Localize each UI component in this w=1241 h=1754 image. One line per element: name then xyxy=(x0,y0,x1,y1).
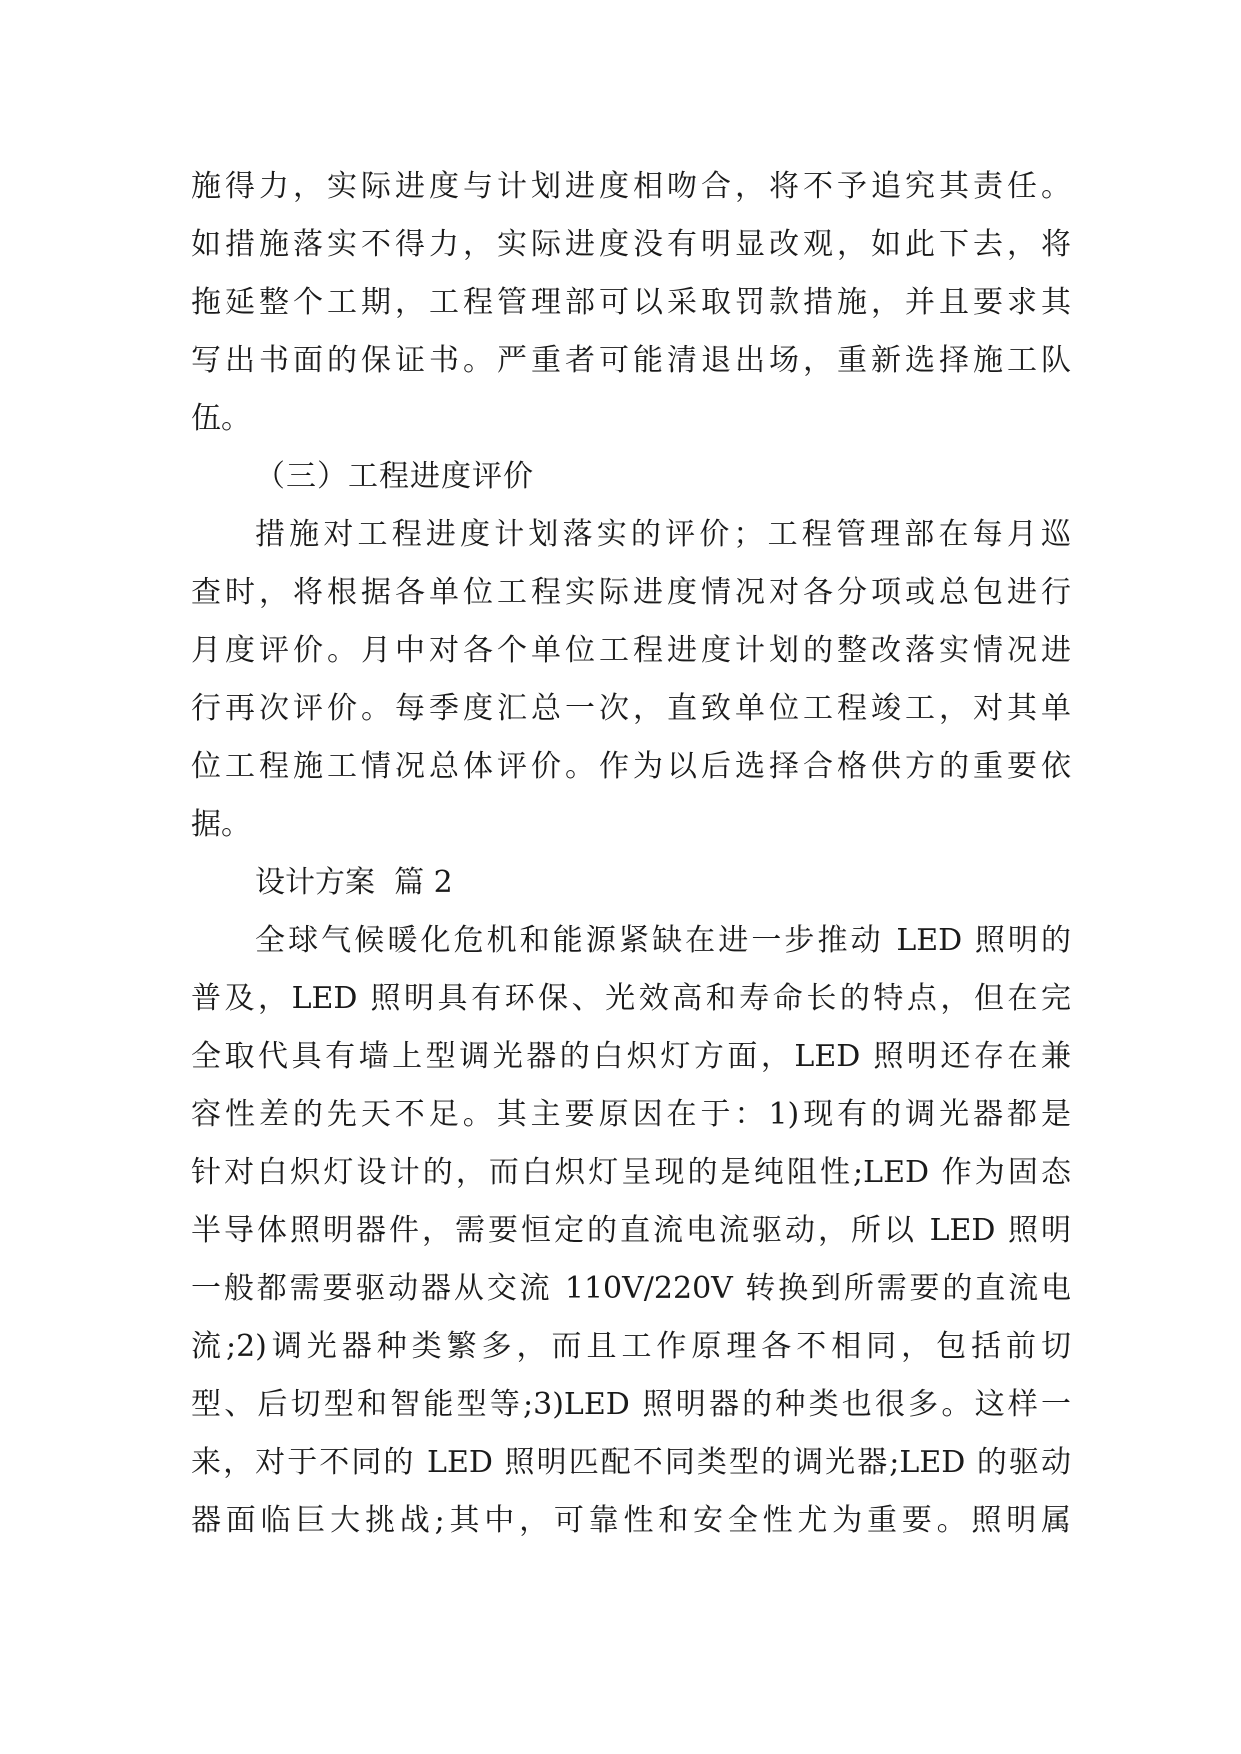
text-line: 措施对工程进度计划落实的评价；工程管理部在每月巡 xyxy=(255,517,1071,552)
text-line: 据。 xyxy=(191,807,251,842)
text-line: 器面临巨大挑战;其中，可靠性和安全性尤为重要。照明属 xyxy=(191,1503,1071,1538)
text-line: 拖延整个工期，工程管理部可以采取罚款措施，并且要求其 xyxy=(191,285,1071,320)
text-line: 全取代具有墙上型调光器的白炽灯方面，LED 照明还存在兼 xyxy=(191,1039,1071,1074)
text-line: 施得力，实际进度与计划进度相吻合，将不予追究其责任。 xyxy=(191,169,1071,204)
paragraph-led-lighting xyxy=(191,912,1071,1550)
text-line: 普及，LED 照明具有环保、光效高和寿命长的特点，但在完 xyxy=(191,981,1071,1016)
text-line: 位工程施工情况总体评价。作为以后选择合格供方的重要依 xyxy=(191,749,1071,784)
text-line: 月度评价。月中对各个单位工程进度计划的整改落实情况进 xyxy=(191,633,1071,668)
text-line: 一般都需要驱动器从交流 110V/220V 转换到所需要的直流电 xyxy=(191,1271,1071,1306)
text-line: 针对白炽灯设计的，而白炽灯呈现的是纯阻性;LED 作为固态 xyxy=(191,1155,1071,1190)
section-heading: （三）工程进度评价 xyxy=(255,459,534,494)
text-line: 查时，将根据各单位工程实际进度情况对各分项或总包进行 xyxy=(191,575,1071,610)
section-label: 设计方案 篇 2 xyxy=(255,865,453,900)
text-line: 如措施落实不得力，实际进度没有明显改观，如此下去，将 xyxy=(191,227,1071,262)
text-line: 写出书面的保证书。严重者可能清退出场，重新选择施工队 xyxy=(191,343,1071,378)
text-line: 全球气候暖化危机和能源紧缺在进一步推动 LED 照明的 xyxy=(255,923,1071,958)
paragraph-schedule-penalty xyxy=(191,158,1071,448)
text-line: 容性差的先天不足。其主要原因在于：1)现有的调光器都是 xyxy=(191,1097,1071,1132)
paragraph-progress-evaluation xyxy=(191,506,1071,854)
text-line: 流;2)调光器种类繁多，而且工作原理各不相同，包括前切 xyxy=(191,1329,1071,1364)
text-line: 半导体照明器件，需要恒定的直流电流驱动，所以 LED 照明 xyxy=(191,1213,1071,1248)
document-body xyxy=(191,158,1071,1550)
text-line: 伍。 xyxy=(191,401,251,436)
text-line: 来，对于不同的 LED 照明匹配不同类型的调光器;LED 的驱动 xyxy=(191,1445,1071,1480)
text-line: 行再次评价。每季度汇总一次，直致单位工程竣工，对其单 xyxy=(191,691,1071,726)
text-line: 型、后切型和智能型等;3)LED 照明器的种类也很多。这样一 xyxy=(191,1387,1071,1422)
